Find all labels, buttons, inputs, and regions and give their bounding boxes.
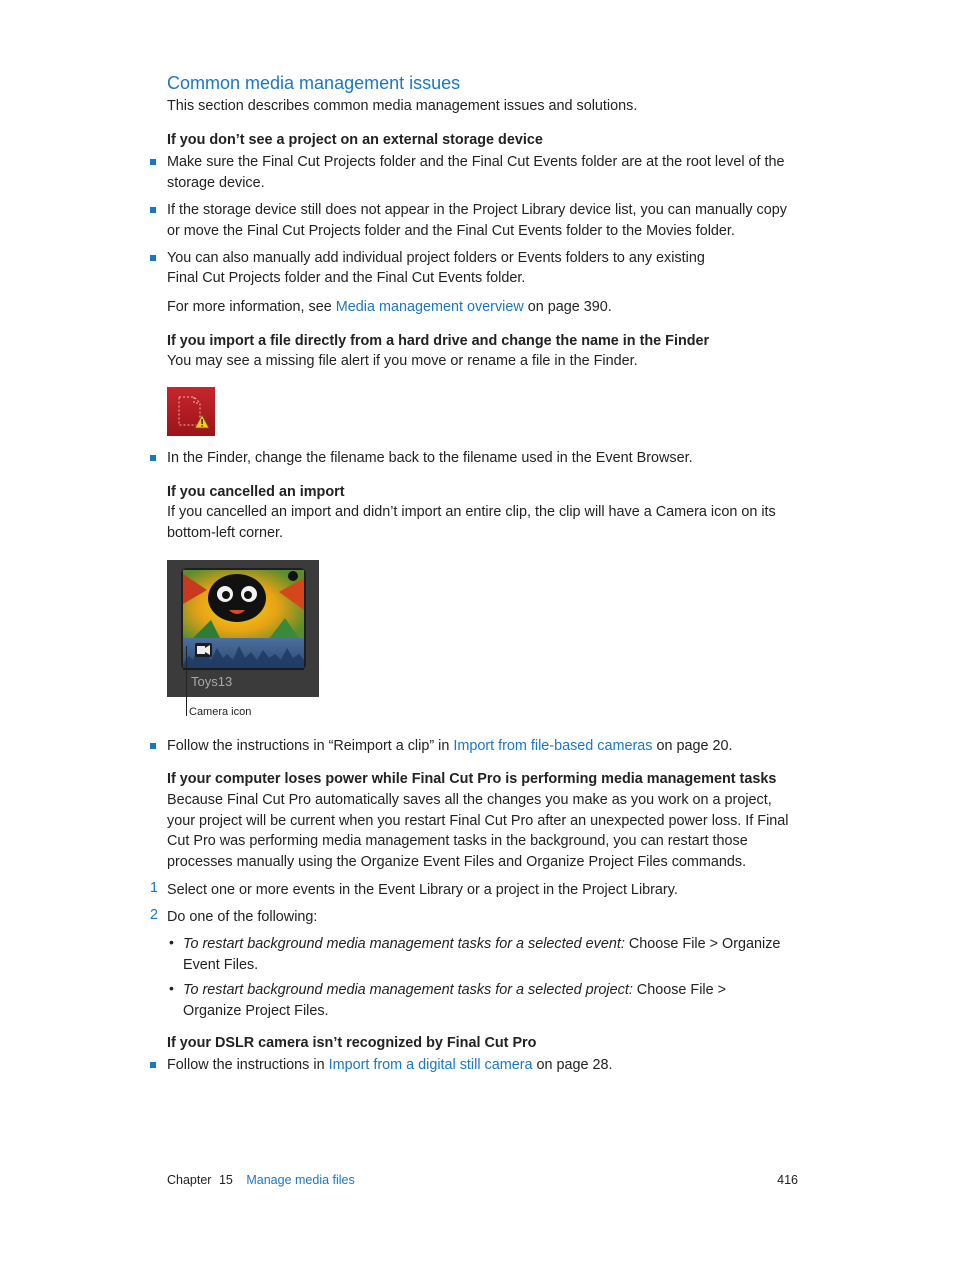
cancelled-bullet [167,736,733,757]
dslr-bullet-before: Follow the instructions in [167,1057,329,1073]
media-management-overview-link[interactable]: Media management overview [335,299,524,315]
sub-bullet-2 [183,980,788,1021]
bullet-marker [150,743,156,749]
sub-bullet-1-rest: Choose File > Organize Event Files. [183,936,781,973]
rename-title: If you import a file directly from a hard drive and change the name in the Finder [167,333,710,349]
step-number: 1 [150,880,159,896]
step-2-text: Do one of the following: [167,909,318,925]
cancelled-body: If you cancelled an import and didn’t import an entire clip, the clip will have a Camera icon on its bottom-left corner. [167,504,776,541]
external-bullet-1: Make sure the Final Cut Projects folder and the Final Cut Events folder are at the root level of the storage device. [167,154,785,191]
clip-thumbnail-figure [167,560,319,697]
footer-chapter-number: 15 [218,1173,233,1187]
rename-body: You may see a missing file alert if you move or rename a file in the Finder. [167,353,638,369]
clip-name: Toys13 [191,674,233,689]
camera-icon-callout: Camera icon [189,706,252,718]
more-info-after: on page 390. [523,299,612,315]
clip-thumbnail-art [167,560,319,697]
more-info [167,297,612,318]
external-bullet-3-line2: Final Cut Projects folder and the Final Cut Events folder. [167,270,526,286]
sub-bullet-dot: • [169,934,174,950]
dslr-bullet [167,1055,613,1076]
missing-file-alert-icon [167,387,215,436]
cancelled-bullet-before: Follow the instructions in “Reimport a clip” in [167,738,454,754]
page-number: 416 [777,1173,798,1187]
external-bullet-2: If the storage device still does not appear in the Project Library device list, you can manually copy or move the Final Cut Projects folder and the Final Cut Events folder to the Movies folder. [167,202,787,239]
rename-bullet: In the Finder, change the filename back to the filename used in the Event Browser. [167,450,693,466]
dslr-title: If your DSLR camera isn’t recognized by Final Cut Pro [167,1035,537,1051]
bullet-marker [150,207,156,213]
sub-bullet-dot: • [169,980,174,996]
step-1-text: Select one or more events in the Event Library or a project in the Project Library. [167,882,678,898]
dslr-bullet-after: on page 28. [532,1057,613,1073]
sub-bullet-1 [183,934,783,975]
footer-chapter-title-link[interactable]: Manage media files [246,1173,355,1187]
more-info-before: For more information, see [167,299,336,315]
footer-chapter-label: Chapter [167,1173,212,1187]
power-title: If your computer loses power while Final Cut Pro is performing media management tasks [167,771,777,787]
import-file-based-cameras-link[interactable]: Import from file-based cameras [453,738,653,754]
sub-bullet-2-rest: Choose File > Organize Project Files. [183,982,727,1019]
bullet-marker [150,455,156,461]
external-bullet-3-line1: You can also manually add individual project folders or Events folders to any existing [167,250,705,266]
import-digital-still-camera-link[interactable]: Import from a digital still camera [328,1057,533,1073]
bullet-marker [150,1062,156,1068]
cancelled-bullet-after: on page 20. [652,738,733,754]
bullet-marker [150,159,156,165]
step-number: 2 [150,907,159,923]
footer-chapter [167,1173,355,1187]
intro-text: This section describes common media management issues and solutions. [167,98,638,114]
section-heading: Common media management issues [167,73,461,93]
power-body: Because Final Cut Pro automatically saves all the changes you make as you work on a project, your project will be current when you restart Final Cut Pro after an unexpected power loss. If Final Cut Pro was performing media management tasks in the background, you can restart those processes manually using the Organize Event Files and Organize Project Files commands. [167,792,789,871]
callout-line [186,646,187,716]
cancelled-title: If you cancelled an import [167,484,345,500]
bullet-marker [150,255,156,261]
external-title: If you don’t see a project on an external storage device [167,132,543,148]
sub-bullet-1-italic: To restart background media management tasks for a selected event: [183,936,625,952]
sub-bullet-2-italic: To restart background media management tasks for a selected project: [183,982,633,998]
